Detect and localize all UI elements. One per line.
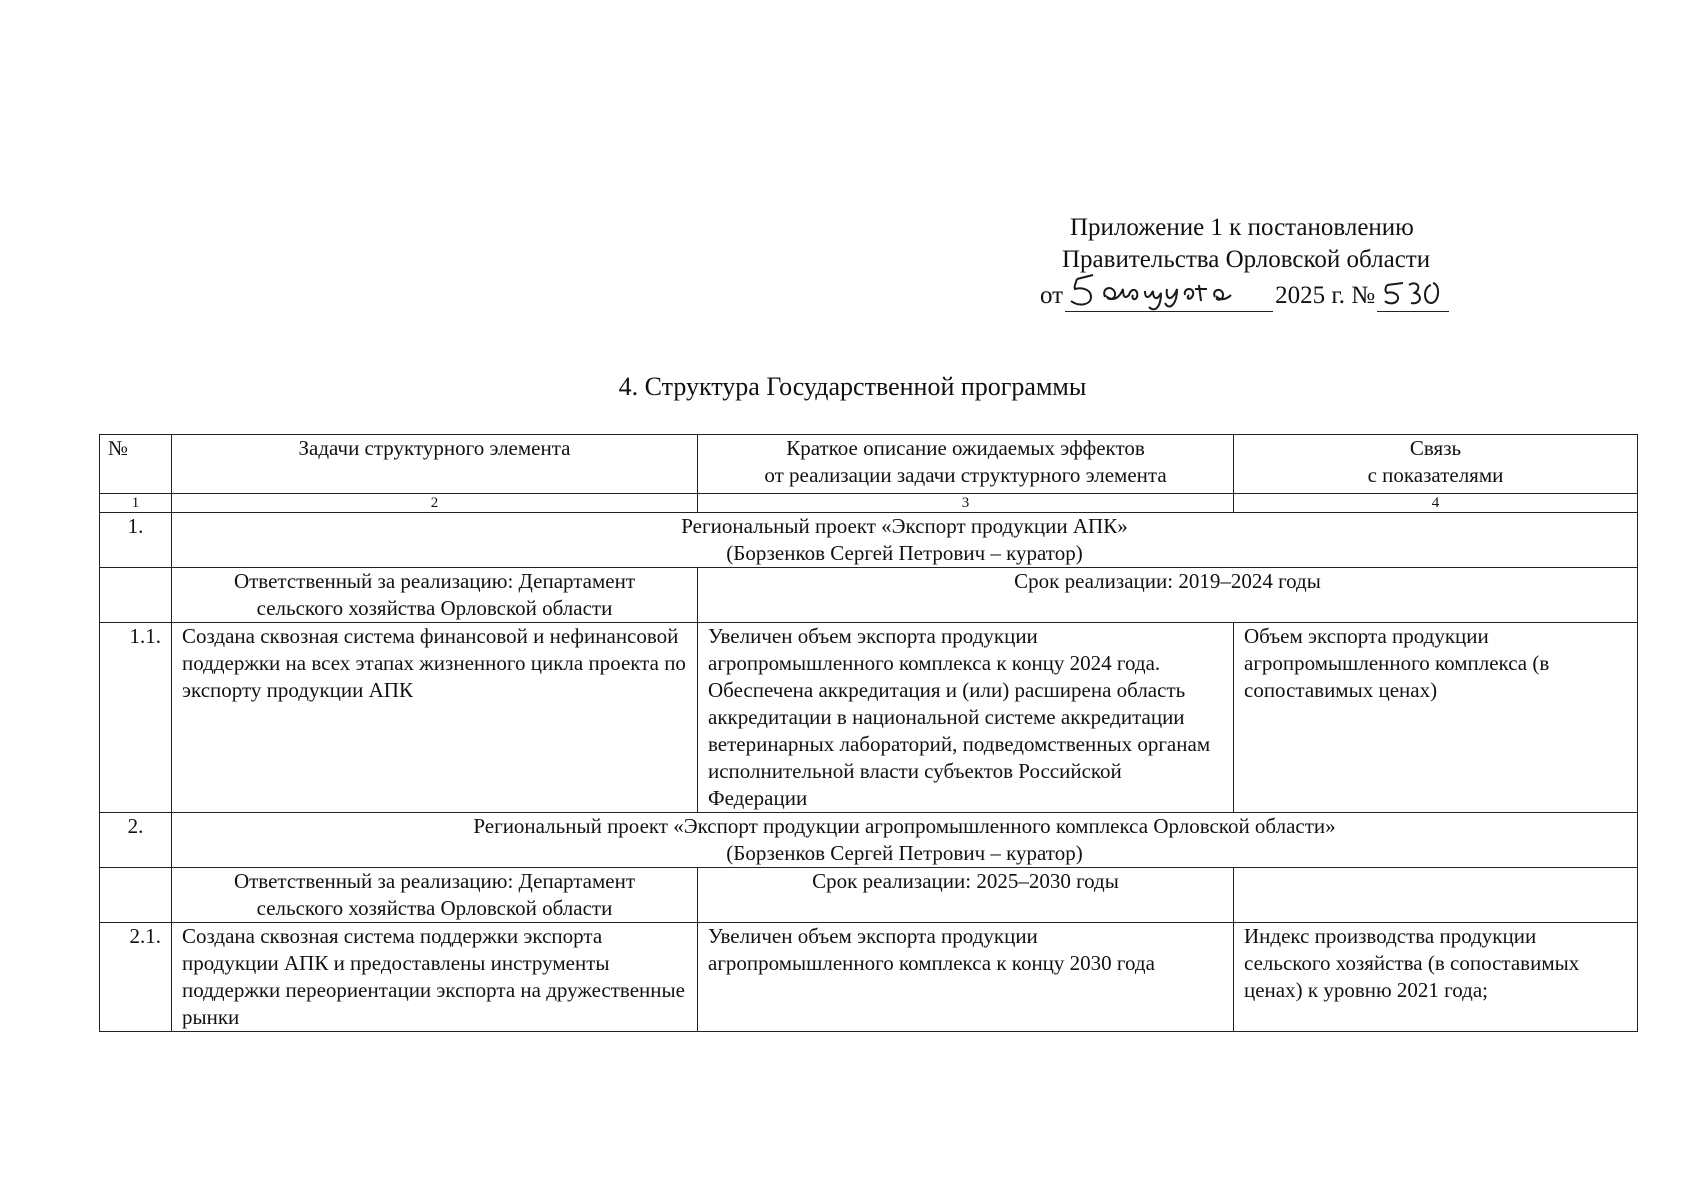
column-number: 3 [698,494,1234,513]
task-description: Создана сквозная система поддержки экспорта продукции АПК и предоставлены инструменты поддержки переориентации экспорта на дружественные рынки [172,923,698,1032]
column-number-row [100,494,1638,513]
program-structure-table [99,434,1638,1032]
from-prefix: от [1040,282,1064,309]
task-row [100,923,1638,1032]
responsible-row [100,568,1638,623]
project-number: 2. [100,813,172,868]
project-row [100,513,1638,568]
header-link: Связь с показателями [1234,435,1638,494]
project-title: Региональный проект «Экспорт продукции агропромышленного комплекса Орловской области» [473,814,1336,838]
term-cell: Срок реализации: 2019–2024 годы [698,568,1638,623]
task-number: 1.1. [100,623,172,813]
column-number: 4 [1234,494,1638,513]
project-number: 1. [100,513,172,568]
project-title: Региональный проект «Экспорт продукции АПК» [681,514,1128,538]
handwritten-number-field [1377,279,1449,312]
document-title-text: 4. Структура Государственной программы [618,372,1087,401]
responsible-row [100,868,1638,923]
task-number: 2.1. [100,923,172,1032]
header-effects: Краткое описание ожидаемых эффектов от реализации задачи структурного элемента [698,435,1234,494]
header-num: № [100,435,172,494]
project-title-cell [172,813,1638,868]
appendix-date-row [1040,276,1560,312]
header-tasks: Задачи структурного элемента [172,435,698,494]
year-number-text: 2025 г. № [1275,282,1376,309]
table-header-row [100,435,1638,494]
indicator-link: Индекс производства продукции сельского хозяйства (в сопоставимых ценах) к уровню 2021 года; [1234,923,1638,1032]
term-cell: Срок реализации: 2025–2030 годы [698,868,1234,923]
responsible-cell: Ответственный за реализацию: Департамент сельского хозяйства Орловской области [172,568,698,623]
project-title-cell [172,513,1638,568]
handwritten-date-signature [1065,267,1273,313]
appendix-header [1040,212,1560,312]
effect-description: Увеличен объем экспорта продукции агропромышленного комплекса к концу 2024 года. Обеспечена аккредитация и (или) расширена область аккредитации в национальной системе аккредитации ветеринарных лабораторий, подведомственных органам исполнительной власти субъектов Российской Федерации [698,623,1234,813]
project-row [100,813,1638,868]
column-number: 2 [172,494,698,513]
column-number: 1 [100,494,172,513]
appendix-line-2: Правительства Орловской области [1062,246,1431,273]
appendix-line-1: Приложение 1 к постановлению [1070,214,1414,241]
project-curator: (Борзенков Сергей Петрович – куратор) [726,541,1083,565]
handwritten-date-field [1065,279,1273,312]
responsible-cell: Ответственный за реализацию: Департамент сельского хозяйства Орловской области [172,868,698,923]
indicator-link: Объем экспорта продукции агропромышленного комплекса (в сопоставимых ценах) [1234,623,1638,813]
task-description: Создана сквозная система финансовой и нефинансовой поддержки на всех этапах жизненного цикла проекта по экспорту продукции АПК [172,623,698,813]
effect-description: Увеличен объем экспорта продукции агропромышленного комплекса к концу 2030 года [698,923,1234,1032]
project-curator: (Борзенков Сергей Петрович – куратор) [726,841,1083,865]
handwritten-number-signature [1377,273,1449,313]
task-row [100,623,1638,813]
document-title [0,372,1705,402]
